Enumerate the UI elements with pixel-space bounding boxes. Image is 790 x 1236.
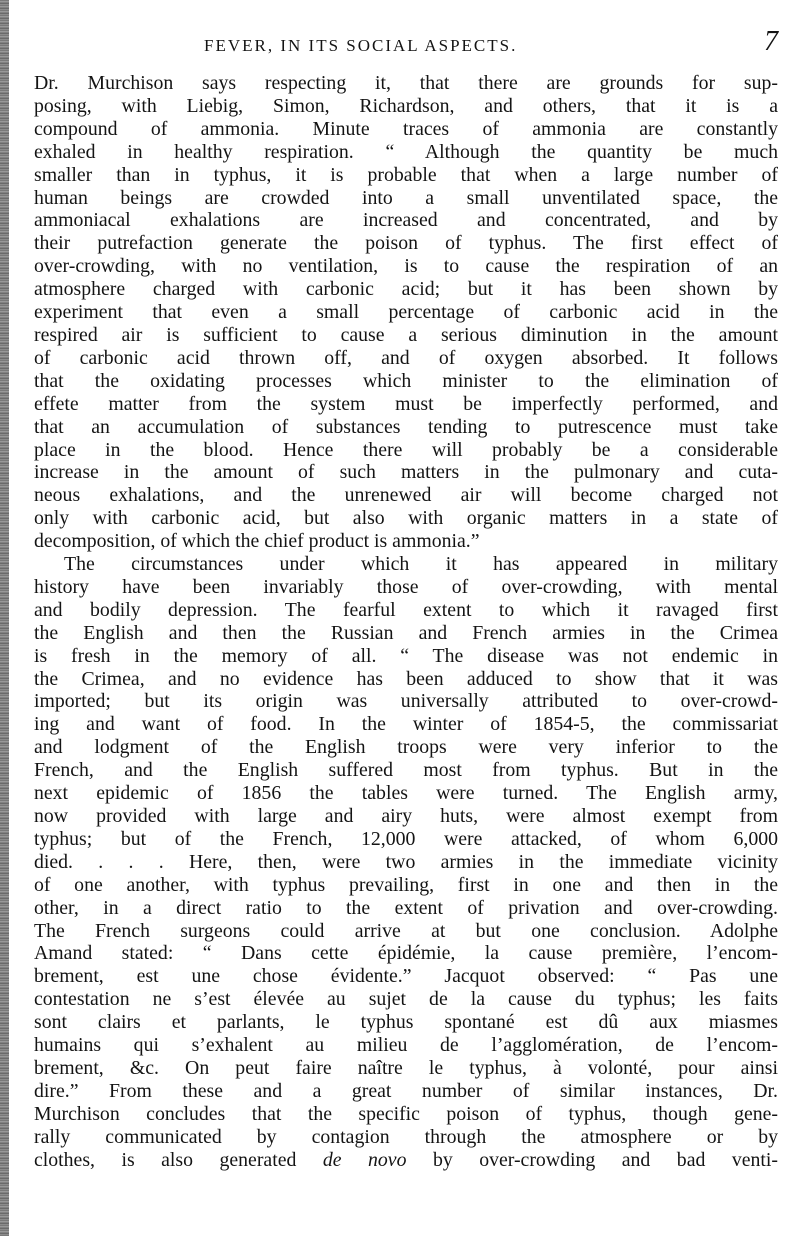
text-line: clothes, is also generated de novo by over-crowding and bad venti- [34,1148,778,1171]
text-line: experiment that even a small percentage of carbonic acid in the [34,301,778,324]
text-line: French, and the English suffered most from typhus. But in the [34,759,778,782]
text-line: dire.” From these and a great number of similar instances, Dr. [34,1079,778,1102]
text-line: their putrefaction generate the poison of typhus. The first effect of [34,232,778,255]
text-line: human beings are crowded into a small unventilated space, the [34,186,778,209]
text-line: exhaled in healthy respiration. “ Although the quantity be much [34,140,778,163]
text-line: only with carbonic acid, but also with organic matters in a state of [34,507,778,530]
italic-phrase: de novo [322,1148,407,1171]
text-line: respired air is sufficient to cause a serious diminution in the amount [34,323,778,346]
text-line: ing and want of food. In the winter of 1854-5, the commissariat [34,713,778,736]
text-line: brement, &c. On peut faire naître le typhus, à volonté, pour ainsi [34,1056,778,1079]
page-number: 7 [764,26,778,57]
page [26,22,778,1172]
text-line: now provided with large and airy huts, were almost exempt from [34,805,778,827]
text-line: and bodily depression. The fearful extent to which it ravaged first [34,598,778,621]
running-head: FEVER, IN ITS SOCIAL ASPECTS. [204,36,518,55]
text-line: decomposition, of which the chief product is ammonia.” [34,530,480,553]
text-line: The French surgeons could arrive at but one conclusion. Adolphe [34,919,778,942]
text-line: imported; but its origin was universally attributed to over-crowd- [34,690,778,713]
text-line: next epidemic of 1856 the tables were turned. The English army, [34,782,778,805]
text-line: history have been invariably those of over-crowding, with mental [34,575,778,598]
text-line: Dr. Murchison says respecting it, that there are grounds for sup- [34,72,778,94]
text-line: contestation ne s’est élevée au sujet de la cause du typhus; les faits [34,988,778,1011]
text-line: over-crowding, with no ventilation, is to cause the respiration of an [34,255,778,278]
book-spine-edge [0,0,9,1236]
text-line: and lodgment of the English troops were very inferior to the [34,736,778,759]
text-line: the English and then the Russian and French armies in the Crimea [34,621,778,644]
text-line: brement, est une chose évidente.” Jacquot observed: “ Pas une [34,965,778,988]
text-line: died. . . . Here, then, were two armies in the immediate vicinity [34,850,778,873]
text-line: increase in the amount of such matters in the pulmonary and cuta- [34,461,778,484]
page-header [26,22,778,72]
body-text [26,72,778,1172]
text-line: humains qui s’exhalent au milieu de l’agglomération, de l’encom- [34,1034,778,1057]
text-line: compound of ammonia. Minute traces of ammonia are constantly [34,117,778,140]
text-line: smaller than in typhus, it is probable that when a large number of [34,163,778,186]
text-line: that an accumulation of substances tending to putrescence must take [34,415,778,438]
text-line: Murchison concludes that the specific poison of typhus, though gene- [34,1102,778,1125]
text-line: effete matter from the system must be imperfectly performed, and [34,392,778,415]
text-line: is fresh in the memory of all. “ The disease was not endemic in [34,644,778,667]
text-line: other, in a direct ratio to the extent of privation and over-crowding. [34,896,778,919]
text-line: atmosphere charged with carbonic acid; but it has been shown by [34,278,778,301]
text-line: rally communicated by contagion through the atmosphere or by [34,1125,778,1148]
text-line: place in the blood. Hence there will probably be a considerable [34,438,778,461]
text-line: ammoniacal exhalations are increased and concentrated, and by [34,209,778,232]
text-line: that the oxidating processes which minister to the elimination of [34,369,778,392]
paragraph-2 [34,553,778,1171]
text-line: typhus; but of the French, 12,000 were attacked, of whom 6,000 [34,827,778,850]
text-line: of carbonic acid thrown off, and of oxygen absorbed. It follows [34,346,778,369]
text-line: neous exhalations, and the unrenewed air will become charged not [34,484,778,507]
text-line: sont clairs et parlants, le typhus spontané est dû aux miasmes [34,1011,778,1034]
paragraph-1 [34,72,778,553]
text-line: posing, with Liebig, Simon, Richardson, and others, that it is a [34,94,778,117]
text-line: The circumstances under which it has appeared in military [64,553,778,576]
text-line: Amand stated: “ Dans cette épidémie, la cause première, l’encom- [34,942,778,965]
text-line: of one another, with typhus prevailing, first in one and then in the [34,873,778,896]
text-line: the Crimea, and no evidence has been adduced to show that it was [34,667,778,690]
